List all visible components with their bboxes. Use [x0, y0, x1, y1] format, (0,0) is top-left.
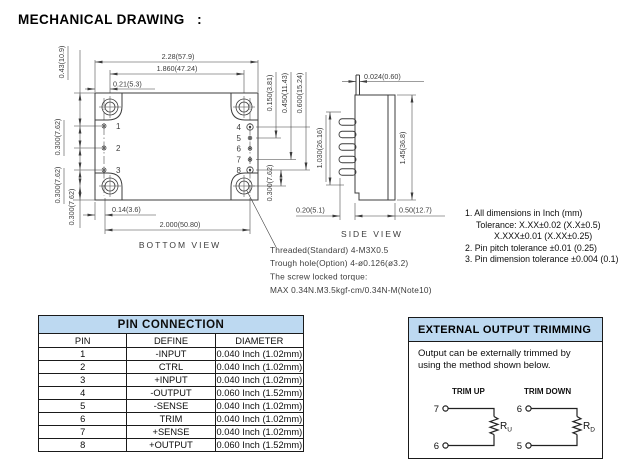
note-line-3: X.XXX±0.01 (X.XX±0.25): [494, 231, 593, 242]
pin-connection-table: [38, 315, 304, 452]
dim-span-600: 0.600(15.24): [295, 72, 304, 114]
col-header-define: DEFINE: [127, 334, 215, 348]
mounting-note-line-3: The screw locked torque:: [270, 271, 368, 282]
pin-define: CTRL: [127, 361, 215, 374]
pin-label-6: 6: [236, 144, 241, 154]
dim-body-width: 0.50(12.7): [399, 205, 432, 215]
mounting-note-line-4: MAX 0.34N.M3.5kgf-cm/0.34N-M(Note10): [270, 285, 432, 295]
pin-diameter: 0.040 Inch (1.02mm): [216, 401, 303, 411]
dim-standoff-pin: 0.024(0.60): [364, 72, 401, 81]
dim-pin-span: 1.860(47.24): [156, 64, 198, 73]
page-title: MECHANICAL DRAWING :: [18, 12, 203, 27]
resistor-symbol: [490, 417, 498, 435]
mounting-note-line-1: Threaded(Standard) 4-M3X0.5: [270, 245, 389, 255]
note-line-5: 3. Pin dimension tolerance ±0.004 (0.1): [465, 254, 619, 265]
trimming-title: EXTERNAL OUTPUT TRIMMING: [409, 318, 602, 342]
dim-span-450: 0.450(11.43): [280, 72, 289, 114]
note-line-4: 2. Pin pitch tolerance ±0.01 (0.25): [465, 242, 597, 253]
pin-number: 7: [39, 426, 127, 439]
dim-pitch-left-2: 0.300(7.62): [53, 166, 62, 204]
pin-label-3: 3: [116, 166, 121, 175]
pin-number: 3: [39, 374, 127, 387]
side-view-body: [355, 75, 395, 200]
dim-pin-offset-x: 0.21(5.3): [113, 79, 142, 89]
pin-define: +INPUT: [127, 374, 215, 387]
dim-pitch-left-3: 0.300(7.62): [67, 188, 76, 226]
pin-define: -SENSE: [127, 400, 215, 413]
pin-table-title-row: [39, 316, 304, 334]
pin-number: 2: [39, 361, 127, 374]
table-row: [39, 374, 304, 387]
dim-pitch-right-bottom: 0.300(7.62): [265, 164, 274, 202]
table-row: [39, 439, 304, 452]
pin-table-header-row: [39, 334, 304, 348]
mounting-note-line-2: Trough hole(Option) 4-ø0.126(ø3.2): [270, 258, 409, 268]
mounting-hole: [99, 175, 121, 197]
dim-body-height: 1.45(36.8): [398, 131, 407, 165]
pin-number: 5: [39, 400, 127, 413]
pin-label-5: 5: [236, 134, 241, 143]
note-line-2: Tolerance: X.XX±0.02 (X.X±0.5): [476, 219, 601, 230]
terminal-circle: [526, 443, 531, 448]
pin-number: 8: [39, 439, 127, 452]
pin-diameter: 0.040 Inch (1.02mm): [216, 349, 303, 359]
trimming-description: [409, 342, 602, 372]
note-line-1: 1. All dimensions in Inch (mm): [465, 208, 583, 218]
dim-pitch-left-1: 0.300(7.62): [53, 118, 62, 156]
mounting-notes: [270, 245, 432, 295]
side-view-label: SIDE VIEW: [341, 229, 403, 239]
trim-up-resistor-label: $R_U$: [500, 421, 512, 434]
col-header-diameter: DIAMETER: [215, 334, 303, 348]
pin-label-7: 7: [236, 155, 241, 165]
trim-up-label: TRIM UP: [452, 387, 485, 396]
pin-label-2: 2: [116, 144, 121, 153]
pin-number: 4: [39, 387, 127, 400]
pin-label-8: 8: [236, 166, 241, 175]
dim-mounting-span: 2.000(50.80): [159, 220, 201, 229]
pin-define: -INPUT: [127, 348, 215, 361]
trim-down-top-pin: 6: [516, 404, 522, 415]
table-row: [39, 348, 304, 361]
pin-define: +SENSE: [127, 426, 215, 439]
pin-number: 6: [39, 413, 127, 426]
pin-define: TRIM: [127, 413, 215, 426]
dim-edge-to-pin: 0.14(3.6): [112, 205, 141, 214]
mounting-hole: [233, 96, 255, 118]
external-output-trimming-panel: [408, 317, 603, 459]
table-row: [39, 400, 304, 413]
pin-diameter: 0.040 Inch (1.02mm): [216, 414, 303, 424]
terminal-circle: [443, 406, 448, 411]
resistor-symbol: [573, 417, 581, 435]
pin-define: +OUTPUT: [127, 439, 215, 452]
trim-down-bottom-pin: 5: [516, 441, 522, 452]
table-row: [39, 361, 304, 374]
mounting-hole: [99, 96, 121, 118]
terminal-circle: [443, 443, 448, 448]
side-view-pins: [339, 119, 356, 176]
trim-down-resistor-label: $R_D$: [583, 421, 595, 434]
table-row: [39, 387, 304, 400]
pin-diameter: 0.060 Inch (1.52mm): [216, 440, 303, 450]
trimming-circuits: [409, 384, 601, 458]
trim-up-bottom-pin: 6: [433, 441, 439, 452]
pin-number: 1: [39, 348, 127, 361]
trim-up-circuit: [434, 387, 513, 452]
table-row: [39, 426, 304, 439]
pin-label-4: 4: [236, 123, 241, 132]
pin-diameter: 0.040 Inch (1.02mm): [216, 375, 303, 385]
trim-down-circuit: [517, 387, 596, 452]
pin-diameter: 0.040 Inch (1.02mm): [216, 427, 303, 437]
mounting-hole: [233, 175, 255, 197]
pin-diameter: 0.040 Inch (1.02mm): [216, 362, 303, 372]
pin-label-1: 1: [116, 122, 121, 131]
trim-down-label: TRIM DOWN: [524, 387, 572, 396]
trimming-desc-line-1: Output can be externally trimmed by: [418, 348, 571, 359]
bottom-view-pin-labels: [116, 122, 242, 175]
dim-pin-field: 1.030(26.16): [315, 127, 324, 169]
trimming-desc-line-2: using the method shown below.: [418, 360, 551, 371]
dim-pin-length: 0.20(5.1): [296, 205, 325, 215]
pin-centerlines: [104, 98, 250, 196]
table-row: [39, 413, 304, 426]
dim-pitch-150: 0.150(3.81): [265, 74, 274, 112]
general-notes: [465, 208, 634, 266]
pin-diameter: 0.060 Inch (1.52mm): [216, 388, 303, 398]
dim-overall-width: 2.28(57.9): [161, 52, 195, 61]
dim-top-to-pin: 0.43(10.9): [57, 45, 66, 79]
bottom-view-label: BOTTOM VIEW: [138, 240, 222, 250]
terminal-circle: [526, 406, 531, 411]
pin-table-title: PIN CONNECTION: [39, 316, 304, 334]
col-header-pin: PIN: [39, 334, 127, 348]
trim-up-top-pin: 7: [433, 404, 439, 415]
pin-define: -OUTPUT: [127, 387, 215, 400]
